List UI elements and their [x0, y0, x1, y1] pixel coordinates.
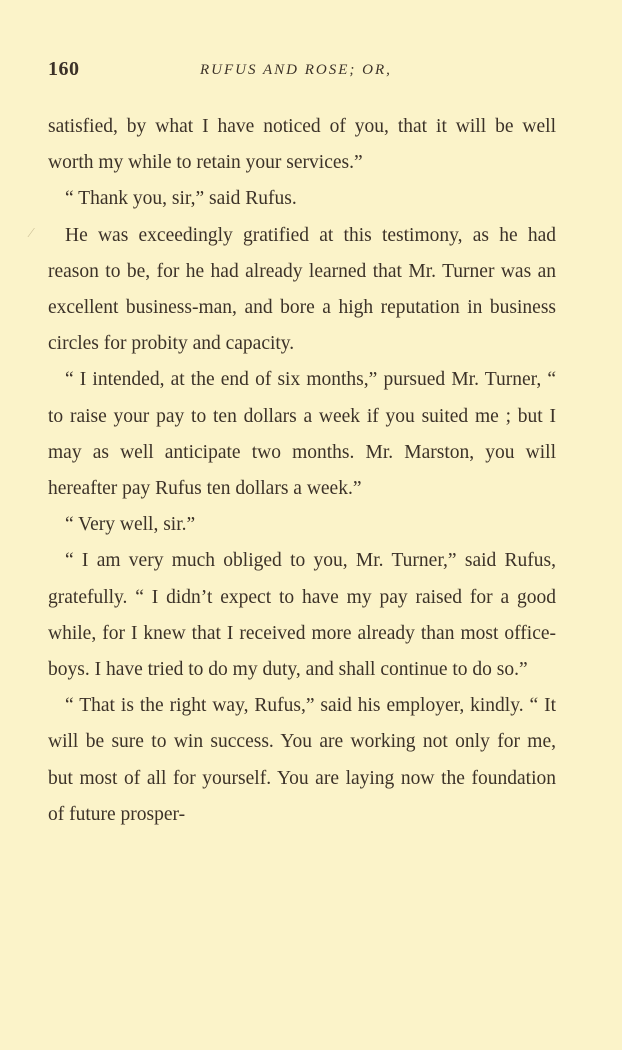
paragraph: “ I am very much obliged to you, Mr. Turner,” said Rufus, gratefully. “ I didn’t expect to have my pay raised for a good while, for I knew that I received more already than most office-boys. I have tried to do my duty, and shall continue to do so.” — [48, 550, 556, 681]
running-head: RUFUS AND ROSE; OR, — [200, 62, 392, 78]
paragraph: “ Very well, sir.” — [65, 514, 196, 536]
body-text — [48, 109, 556, 833]
margin-mark: ⁄ — [30, 226, 33, 241]
page-header — [48, 58, 556, 88]
page-number: 160 — [48, 58, 80, 80]
paragraph: He was exceedingly gratified at this testimony, as he had reason to be, for he had already learned that Mr. Turner was an excellent business-man, and bore a high reputation in business circles for probity and capacity. — [48, 224, 556, 355]
paragraph: “ Thank you, sir,” said Rufus. — [65, 188, 297, 210]
paragraph: satisfied, by what I have noticed of you, that it will be well worth my while to retain your services.” — [48, 116, 556, 174]
paragraph: “ I intended, at the end of six months,” pursued Mr. Turner, “ to raise your pay to ten dollars a week if you suited me ; but I may as well anticipate two months. Mr. Marston, you will hereafter pay Rufus ten dollars a week.” — [48, 369, 556, 500]
paragraph: “ That is the right way, Rufus,” said his employer, kindly. “ It will be sure to win success. You are working not only for me, but most of all for yourself. You are laying now the foundation of future prosper- — [48, 695, 556, 825]
